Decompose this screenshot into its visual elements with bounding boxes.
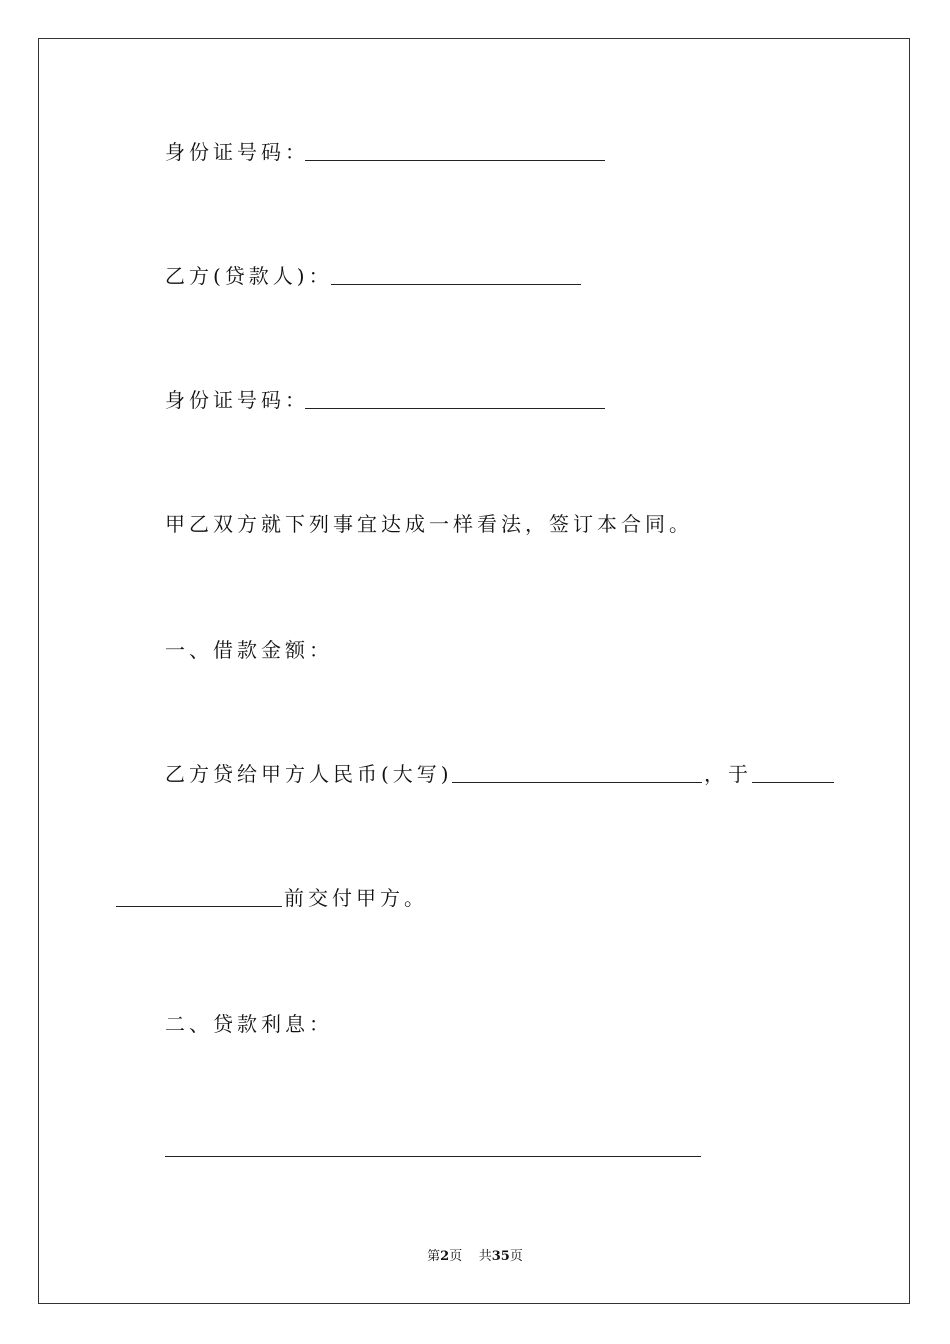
- page-frame: [38, 38, 910, 1304]
- footer-suffix: 页: [509, 1249, 523, 1264]
- footer-prefix: 第: [427, 1249, 441, 1264]
- interest-blank[interactable]: [165, 1156, 701, 1157]
- id-number-label-2: 身份证号码：: [165, 388, 309, 412]
- delivery-text: 前交付甲方。: [284, 886, 428, 910]
- loan-date-prefix: ，于: [704, 762, 752, 786]
- id-number-blank-2[interactable]: [305, 408, 605, 409]
- party-b-blank[interactable]: [331, 284, 581, 285]
- party-b-label: 乙方(贷款人)：: [165, 264, 333, 288]
- agreement-text: 甲乙双方就下列事宜达成一样看法，签订本合同。: [165, 512, 693, 536]
- id-number-blank-1[interactable]: [305, 160, 605, 161]
- loan-date-blank-1[interactable]: [752, 782, 834, 783]
- footer-page-number: 2: [440, 1249, 450, 1264]
- loan-date-blank-2[interactable]: [116, 906, 282, 907]
- footer-middle: 页 共: [449, 1249, 492, 1264]
- footer-total-pages: 35: [491, 1249, 510, 1264]
- section-2-heading: 二、贷款利息：: [165, 1012, 333, 1036]
- page-footer: [0, 1248, 950, 1266]
- id-number-label-1: 身份证号码：: [165, 140, 309, 164]
- loan-amount-text: 乙方贷给甲方人民币(大写): [165, 762, 453, 786]
- loan-amount-blank[interactable]: [452, 782, 702, 783]
- section-1-heading: 一、借款金额：: [165, 638, 333, 662]
